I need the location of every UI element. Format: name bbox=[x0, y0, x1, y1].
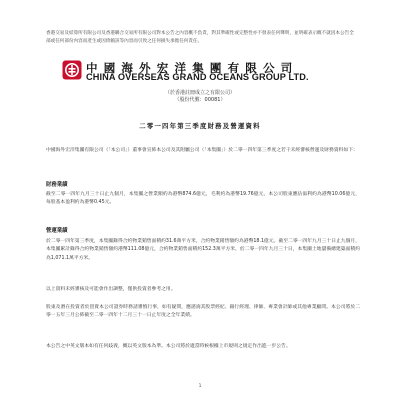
disclaimer-text: 香港交易及結算所有限公司及香港聯合交易所有限公司對本公告之內容概不負責，對其準確性或完整性亦不發表任何聲明，並明確表示概不就因本公告全部或任何部份內容而產生或因倚賴該等內容而引致之任何損失承擔任何責任。 bbox=[46, 31, 354, 44]
section-heading-operations: 營運業績 bbox=[46, 228, 68, 234]
announcement-title: 二零一四年第三季度財務及營運資料 bbox=[139, 122, 261, 130]
section-heading-financial: 財務業績 bbox=[46, 182, 68, 188]
operations-paragraph: 於二零一四年第三季度，本集團錄得合約物業銷售面積約31.6萬平方米，合約物業銷售額約為港幣18.1億元。截至二零一四年九月三十日止九個月，本集團累計錄得合約物業銷售額約港幣111.08億元，合約物業銷售面積約152.3萬平方米，於二零一四年九月三十日，本集團土地儲備總建築面積約為1,071.1萬平方米。 bbox=[46, 239, 360, 261]
company-name-chinese: 中國海外宏洋集團有限公司 bbox=[86, 61, 299, 75]
company-logo-header bbox=[62, 60, 342, 82]
stock-code: （股份代號：00081） bbox=[174, 97, 226, 103]
caution-paragraph: 股東及潛在投資者於買賣本公司證券時務請審慎行事，如有疑問，應諮詢其股票經紀、銀行經理、律師、專業會計師或其他專業顧問。本公司將於二零一五年三月公佈截至二零一四年十二月三十一日止年度之全年業績。 bbox=[46, 305, 360, 319]
company-logo-icon bbox=[62, 60, 82, 80]
financial-results-paragraph: 截至二零一四年九月三十日止九個月，本集團之營業額約為港幣874.6億元，毛利約為港幣19.76億元，本公司股東應佔溢利約為港幣10.06億元，每股基本盈利約為港幣0.45元。 bbox=[46, 192, 360, 206]
company-name-english: CHINA OVERSEAS GRAND OCEANS GROUP LTD. bbox=[86, 72, 309, 82]
unaudited-note-paragraph: 以上資料未經審核及可能會作出調整，僅供投資者參考之用。 bbox=[46, 287, 176, 292]
page-number: 1 bbox=[198, 384, 202, 389]
language-note-paragraph: 本公告之中英文版本如有任何歧義，概以英文版本為準。本公司將於適當時候根據上市規則之規定作出進一步公告。 bbox=[46, 344, 291, 349]
intro-paragraph: 中國海外宏洋集團有限公司（「本公司」）董事會宣佈本公司及其附屬公司（「本集團」）於二零一四年第三季度之若干未經審核營運及財務資料如下： bbox=[46, 148, 358, 153]
incorporation-note: （於香港註冊成立之有限公司） bbox=[164, 90, 235, 96]
